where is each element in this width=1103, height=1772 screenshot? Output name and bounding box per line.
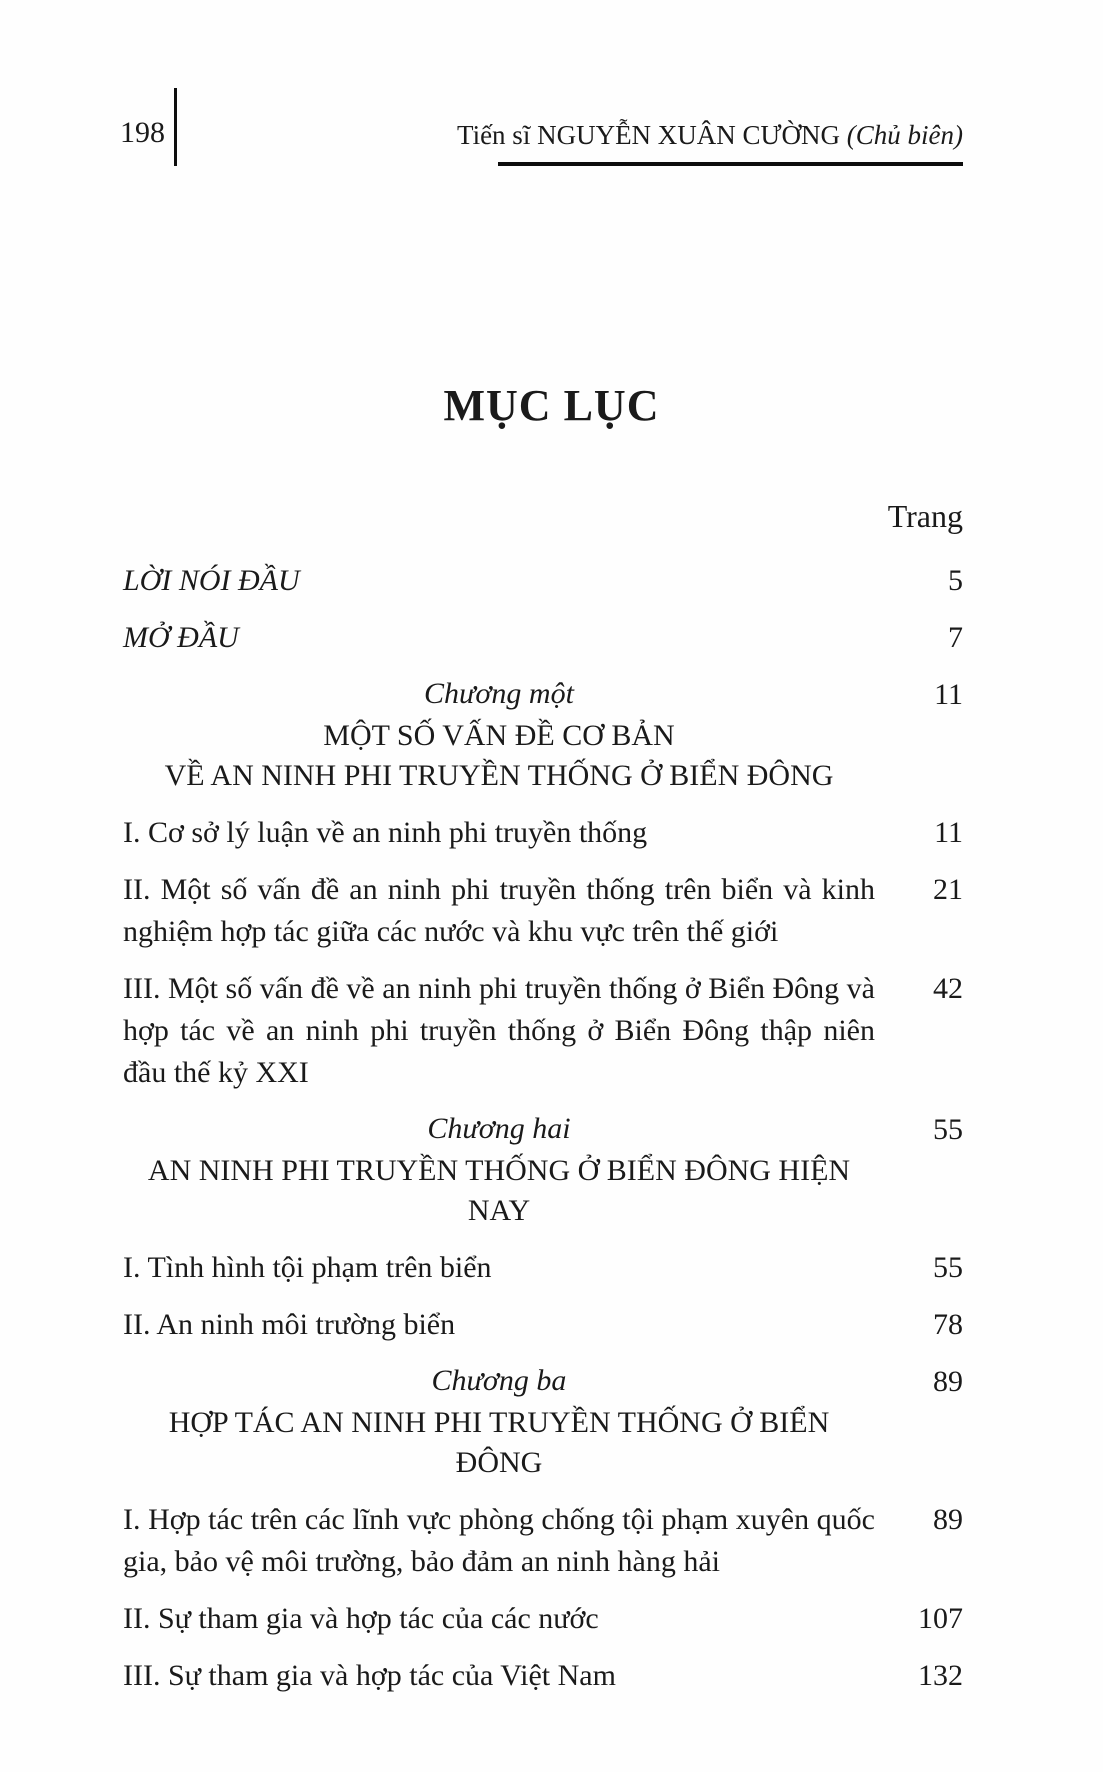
table-of-contents [123, 560, 963, 1697]
toc-entry-label: LỜI NÓI ĐẦU [123, 564, 300, 597]
toc-entry-label: MỞ ĐẦU [123, 621, 239, 654]
running-title-author: Tiến sĩ NGUYỄN XUÂN CƯỜNG [457, 120, 847, 150]
toc-entry-page: 107 [918, 1602, 963, 1635]
toc-row-ch1-ii [123, 869, 963, 953]
toc-row-chapter-2-label [123, 1109, 963, 1151]
toc-entry-label: I. Cơ sở lý luận về an ninh phi truyền thống [123, 816, 648, 849]
toc-entry-page: 11 [934, 678, 963, 711]
toc-row-ch1-iii [123, 968, 963, 1094]
chapter-title-line: AN NINH PHI TRUYỀN THỐNG Ở BIỂN ĐÔNG HIỆN NAY [147, 1154, 851, 1227]
toc-row-ch3-i [123, 1499, 963, 1583]
toc-entry-page: 132 [918, 1659, 963, 1692]
header-rule [498, 162, 963, 166]
chapter-title-line: VỀ AN NINH PHI TRUYỀN THỐNG Ở BIỂN ĐÔNG [164, 759, 834, 792]
page-title: MỤC LỤC [443, 381, 660, 430]
toc-entry-page: 89 [933, 1365, 963, 1398]
toc-entry-page: 55 [933, 1113, 963, 1146]
toc-entry-label: I. Tình hình tội phạm trên biển [123, 1251, 492, 1284]
running-header [0, 0, 1103, 168]
toc-row-ch3-ii [123, 1598, 963, 1640]
chapter-3-title [123, 1403, 875, 1483]
toc-entry-page: 21 [933, 873, 963, 906]
chapter-2-title [123, 1151, 875, 1231]
toc-entry-label: I. Hợp tác trên các lĩnh vực phòng chống tội phạm xuyên quốc gia, bảo vệ môi trường, bảo đảm an ninh hàng hải [123, 1503, 875, 1578]
running-title-role: (Chủ biên) [846, 120, 963, 150]
chapter-title-line: HỢP TÁC AN NINH PHI TRUYỀN THỐNG Ở BIỂN ĐÔNG [168, 1406, 830, 1479]
toc-entry-page: 89 [933, 1503, 963, 1536]
toc-entry-label: III. Sự tham gia và hợp tác của Việt Nam [123, 1659, 616, 1692]
toc-entry-page: 55 [933, 1251, 963, 1284]
toc-entry-label: III. Một số vấn đề về an ninh phi truyền thống ở Biển Đông và hợp tác về an ninh phi truyền thống ở Biển Đông thập niên đầu thế kỷ XXI [123, 972, 875, 1089]
toc-row-chapter-1-label [123, 674, 963, 716]
toc-row-loi-noi-dau [123, 560, 963, 602]
chapter-title-line: MỘT SỐ VẤN ĐỀ CƠ BẢN [323, 719, 675, 752]
chapter-label: Chương hai [427, 1112, 571, 1145]
toc-row-ch2-i [123, 1247, 963, 1289]
toc-entry-page: 11 [934, 816, 963, 849]
toc-row-ch3-iii [123, 1655, 963, 1697]
running-title [457, 119, 963, 151]
toc-entry-page: 5 [948, 564, 963, 597]
toc-entry-label: II. Sự tham gia và hợp tác của các nước [123, 1602, 599, 1635]
chapter-1-title [123, 716, 875, 796]
toc-entry-page: 78 [933, 1308, 963, 1341]
chapter-label: Chương ba [431, 1364, 567, 1397]
page-column-header: Trang [887, 498, 963, 534]
toc-row-chapter-3-label [123, 1361, 963, 1403]
toc-entry-label: II. An ninh môi trường biển [123, 1308, 456, 1341]
toc-entry-page: 7 [948, 621, 963, 654]
header-page-number: 198 [120, 116, 165, 149]
chapter-label: Chương một [424, 677, 574, 710]
toc-row-ch2-ii [123, 1304, 963, 1346]
toc-row-mo-dau [123, 617, 963, 659]
toc-row-ch1-i [123, 812, 963, 854]
toc-content [0, 496, 1103, 1697]
toc-entry-label: II. Một số vấn đề an ninh phi truyền thống trên biển và kinh nghiệm hợp tác giữa các nước và khu vực trên thế giới [123, 873, 875, 948]
toc-entry-page: 42 [933, 972, 963, 1005]
header-divider-bar [174, 88, 177, 166]
